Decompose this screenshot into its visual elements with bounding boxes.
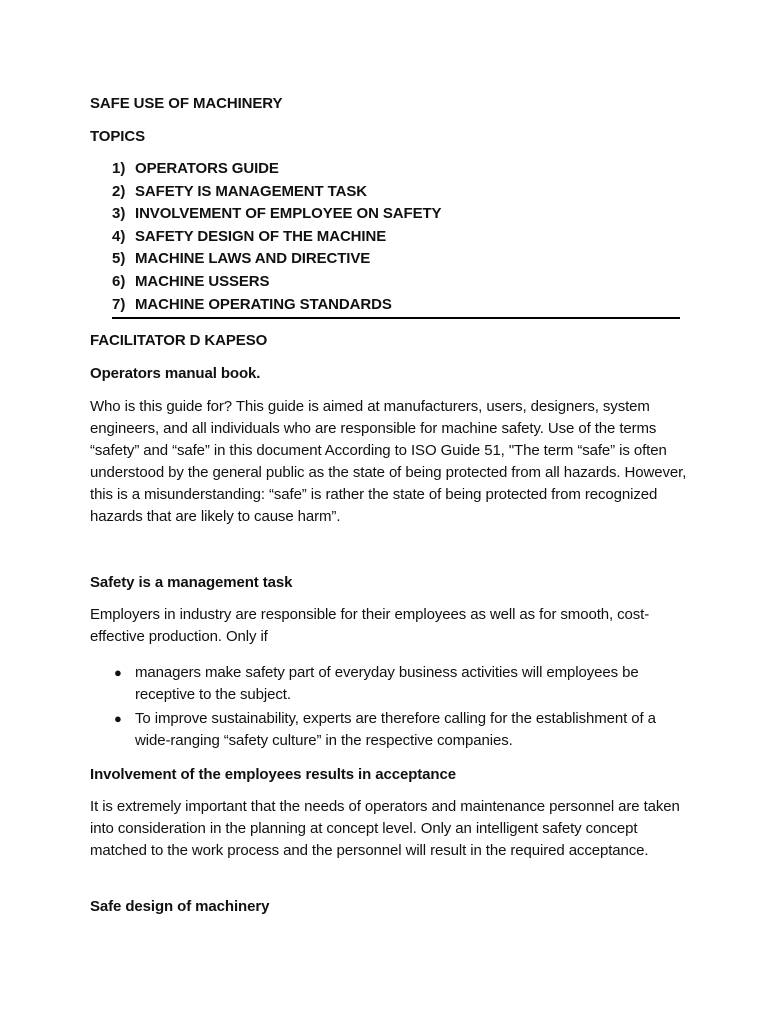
topics-heading: TOPICS: [90, 128, 145, 145]
topic-label: MACHINE USSERS: [135, 273, 270, 290]
topic-number: 5): [112, 250, 126, 267]
section-heading-operators-manual: Operators manual book.: [90, 365, 261, 382]
section-paragraph-employee-involvement: [90, 796, 680, 862]
section-heading-employee-involvement: Involvement of the employees results in acceptance: [90, 766, 456, 783]
topic-number: 4): [112, 228, 126, 245]
paragraph-line: understood by the general public as the state of being protected from all hazards. However,: [90, 464, 687, 481]
topic-label: MACHINE LAWS AND DIRECTIVE: [135, 250, 371, 267]
section-paragraph-management-task: [90, 604, 649, 648]
topic-label: SAFETY DESIGN OF THE MACHINE: [135, 228, 387, 245]
topic-number: 3): [112, 205, 126, 222]
section-heading-safe-design: Safe design of machinery: [90, 898, 270, 915]
topic-number: 6): [112, 273, 126, 290]
horizontal-rule: [112, 317, 680, 319]
topic-number: 7): [112, 296, 126, 313]
paragraph-line: It is extremely important that the needs of operators and maintenance personnel are taken: [90, 798, 680, 815]
bullet-line: receptive to the subject.: [135, 686, 291, 703]
facilitator-line: FACILITATOR D KAPESO: [90, 332, 268, 349]
bullet-line: To improve sustainability, experts are therefore calling for the establishment of a: [135, 710, 656, 727]
section-heading-management-task: Safety is a management task: [90, 574, 293, 591]
topic-label: SAFETY IS MANAGEMENT TASK: [135, 183, 367, 200]
bullet-line: managers make safety part of everyday business activities will employees be: [135, 664, 639, 681]
paragraph-line: matched to the work process and the personnel will result in the required acceptance.: [90, 842, 649, 859]
bullet-icon: ●: [114, 711, 122, 726]
topic-label: OPERATORS GUIDE: [135, 160, 279, 177]
paragraph-line: “safety” and “safe” in this document According to ISO Guide 51, "The term “safe” is often: [90, 442, 667, 459]
paragraph-line: engineers, and all individuals who are responsible for machine safety. Use of the terms: [90, 420, 657, 437]
bullet-item: [135, 708, 656, 752]
document-title: SAFE USE OF MACHINERY: [90, 95, 283, 112]
paragraph-line: into consideration in the planning at concept level. Only an intelligent safety concept: [90, 820, 638, 837]
topic-label: MACHINE OPERATING STANDARDS: [135, 296, 392, 313]
bullet-icon: ●: [114, 665, 122, 680]
bullet-line: wide-ranging “safety culture” in the respective companies.: [135, 732, 513, 749]
paragraph-line: effective production. Only if: [90, 628, 268, 645]
bullet-item: [135, 662, 639, 706]
paragraph-line: hazards that are likely to cause harm”.: [90, 508, 341, 525]
paragraph-line: Employers in industry are responsible for their employees as well as for smooth, cost-: [90, 606, 650, 623]
topic-number: 2): [112, 183, 126, 200]
topic-number: 1): [112, 160, 126, 177]
section-paragraph-operators-manual: [90, 396, 686, 528]
paragraph-line: this is a misunderstanding: “safe” is rather the state of being protected from recognized: [90, 486, 658, 503]
paragraph-line: Who is this guide for? This guide is aimed at manufacturers, users, designers, system: [90, 398, 650, 415]
topic-label: INVOLVEMENT OF EMPLOYEE ON SAFETY: [135, 205, 442, 222]
